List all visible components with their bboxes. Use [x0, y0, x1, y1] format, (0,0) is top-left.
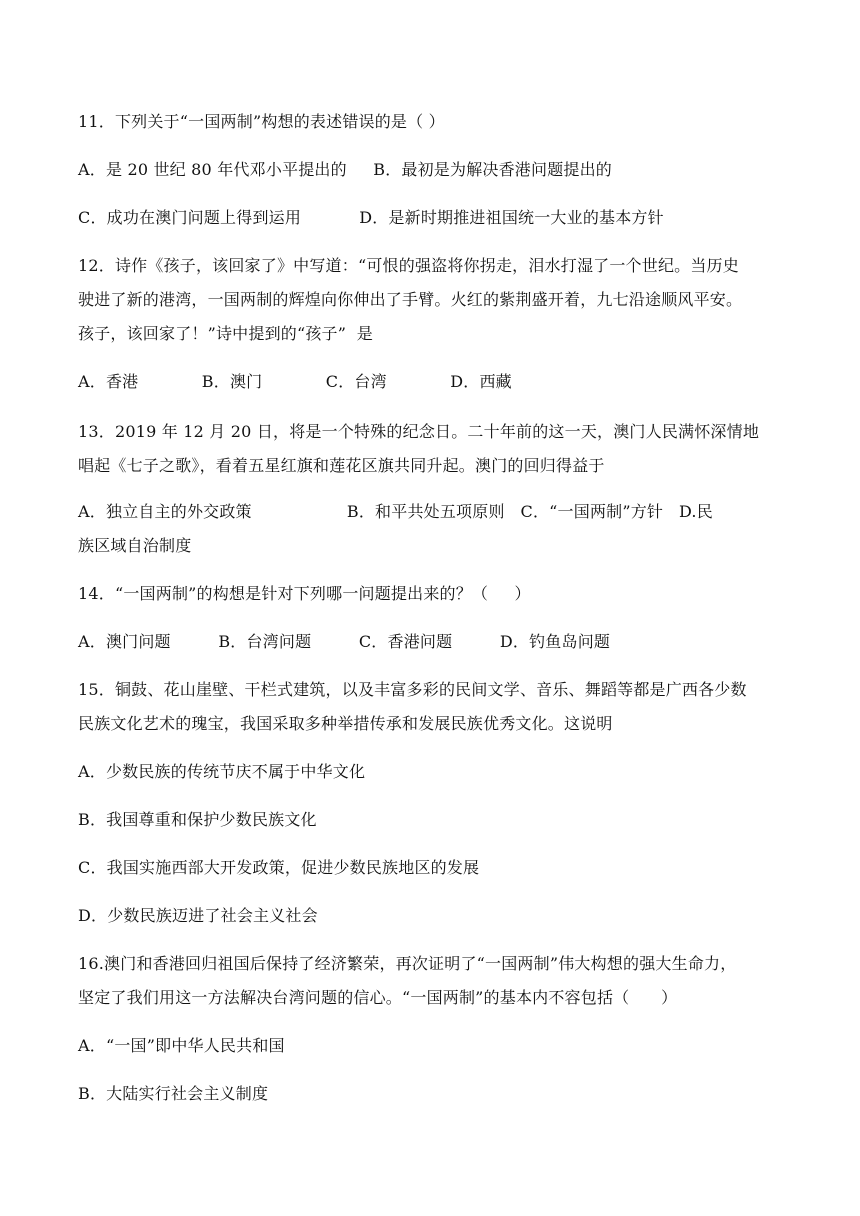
- question-16-stem-line1: 16.澳门和香港回归祖国后保持了经济繁荣，再次证明了“一国两制”伟大构想的强大生命力，: [78, 954, 737, 973]
- question-13-stem-line2: 唱起《七子之歌》，看着五星红旗和莲花区旗共同升起。澳门的回归得益于: [78, 456, 605, 475]
- question-14-stem: 14．“一国两制”的构想是针对下列哪一问题提出来的？（ ）: [78, 584, 531, 603]
- question-11-options-cd: C．成功在澳门问题上得到运用 D．是新时期推进祖国统一大业的基本方针: [78, 208, 664, 227]
- question-13-options-line2: 族区域自治制度: [78, 536, 192, 555]
- question-14-options: A．澳门问题 B．台湾问题 C．香港问题 D．钓鱼岛问题: [78, 632, 611, 651]
- question-15-option-d: D．少数民族迈进了社会主义社会: [78, 906, 318, 925]
- question-15-stem-line1: 15．铜鼓、花山崖壁、干栏式建筑，以及丰富多彩的民间文学、音乐、舞蹈等都是广西各少数: [78, 680, 747, 699]
- question-16-option-b: B．大陆实行社会主义制度: [78, 1084, 269, 1103]
- question-12-stem-line3: 孩子，该回家了！”诗中提到的“孩子” 是: [78, 324, 373, 343]
- question-16-stem-line2: 坚定了我们用这一方法解决台湾问题的信心。“一国两制”的基本内不容包括（ ）: [78, 988, 678, 1007]
- question-13-stem-line1: 13．2019 年 12 月 20 日，将是一个特殊的纪念日。二十年前的这一天，澳门人民满怀深情地: [78, 422, 760, 441]
- question-15-option-a: A．少数民族的传统节庆不属于中华文化: [78, 762, 366, 781]
- question-12-options: A．香港 B．澳门 C．台湾 D．西藏: [78, 372, 512, 391]
- question-15-option-b: B．我国尊重和保护少数民族文化: [78, 810, 317, 829]
- question-15-stem-line2: 民族文化艺术的瑰宝，我国采取多种举措传承和发展民族优秀文化。这说明: [78, 714, 613, 733]
- question-12-stem-line1: 12．诗作《孩子，该回家了》中写道：“可恨的强盗将你拐走，泪水打湿了一个世纪。当历史: [78, 256, 739, 275]
- question-16-option-a: A．“一国”即中华人民共和国: [78, 1036, 285, 1055]
- question-11-options-ab: A．是 20 世纪 80 年代邓小平提出的 B．最初是为解决香港问题提出的: [78, 160, 613, 179]
- question-15-option-c: C．我国实施西部大开发政策，促进少数民族地区的发展: [78, 858, 480, 877]
- question-11-stem: 11．下列关于“一国两制”构想的表述错误的是（ ）: [78, 112, 445, 131]
- question-12-stem-line2: 驶进了新的港湾，一国两制的辉煌向你伸出了手臂。火红的紫荆盛开着，九七沿途顺风平安。: [78, 290, 743, 309]
- question-13-options-line1: A．独立自主的外交政策 B．和平共处五项原则 C．“一国两制”方针 D.民: [78, 502, 713, 521]
